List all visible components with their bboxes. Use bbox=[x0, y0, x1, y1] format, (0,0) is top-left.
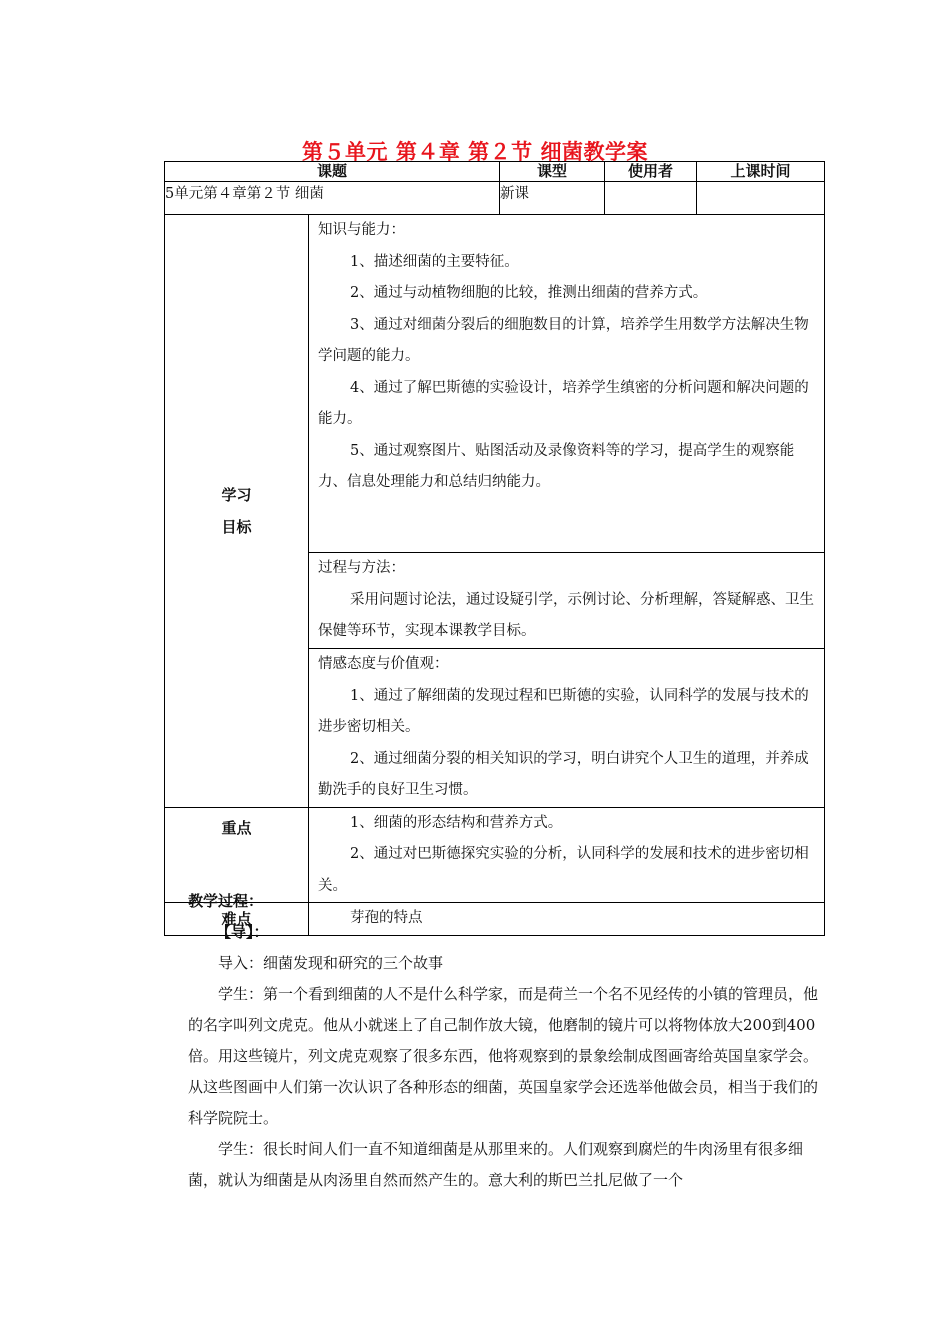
key-point-item: 1、细菌的形态结构和营养方式。 bbox=[350, 814, 563, 831]
intro-line: 导入：细菌发现和研究的三个故事 bbox=[218, 954, 444, 972]
difficulty-text: 芽孢的特点 bbox=[350, 910, 423, 926]
key-point-item: 2、通过对巴斯德探究实验的分析，认同科学的发展和技术的进步密切相关。 bbox=[318, 846, 809, 894]
knowledge-item: 2、通过与动植物细胞的比较，推测出细菌的营养方式。 bbox=[350, 285, 708, 301]
section-heading: 【导】： bbox=[216, 923, 269, 941]
header-time: 上课时间 bbox=[697, 162, 825, 182]
emotion-cell bbox=[309, 649, 825, 808]
objectives-row-knowledge bbox=[165, 215, 825, 553]
process-cell bbox=[309, 553, 825, 649]
header-type: 课型 bbox=[500, 162, 605, 182]
knowledge-item: 3、通过对细菌分裂后的细胞数目的计算，培养学生用数学方法解决生物学问题的能力。 bbox=[318, 316, 809, 364]
emotion-heading: 情感态度与价值观： bbox=[318, 656, 449, 672]
teaching-heading: 教学过程： bbox=[188, 892, 264, 910]
emotion-item: 2、通过细菌分裂的相关知识的学习，明白讲究个人卫生的道理，并养成勤洗手的良好卫生习惯。 bbox=[318, 750, 809, 798]
key-points-label: 重点 bbox=[165, 807, 309, 903]
knowledge-item: 1、描述细菌的主要特征。 bbox=[350, 253, 519, 270]
table-row bbox=[165, 182, 825, 215]
header-topic: 课题 bbox=[165, 162, 500, 182]
table-header-row bbox=[165, 162, 825, 182]
lesson-plan-table bbox=[164, 161, 825, 936]
header-user: 使用者 bbox=[605, 162, 697, 182]
emotion-item: 1、通过了解细菌的发现过程和巴斯德的实验，认同科学的发展与技术的进步密切相关。 bbox=[318, 687, 809, 735]
teaching-process bbox=[188, 886, 828, 1196]
process-text: 采用问题讨论法，通过设疑引学，示例讨论、分析理解，答疑解惑、卫生保健等环节，实现本课教学目标。 bbox=[318, 591, 814, 639]
user-cell bbox=[605, 182, 697, 215]
story-paragraph: 学生：第一个看到细菌的人不是什么科学家，而是荷兰一个名不见经传的小镇的管理员，他的名字叫列文虎克。他从小就迷上了自己制作放大镜，他磨制的镜片可以将物体放大200到400倍。用这些镜片，列文虎克观察了很多东西，他将观察到的景象绘制成图画寄给英国皇家学会。从这些图画中人们第一次认识了各种形态的细菌，英国皇家学会还选举他做会员，相当于我们的科学院院士。 bbox=[188, 985, 819, 1127]
objectives-label bbox=[165, 215, 309, 808]
story-paragraph: 学生：很长时间人们一直不知道细菌是从那里来的。人们观察到腐烂的牛肉汤里有很多细菌，就认为细菌是从肉汤里自然而然产生的。意大利的斯巴兰扎尼做了一个 bbox=[188, 1140, 804, 1189]
knowledge-item: 4、通过了解巴斯德的实验设计，培养学生缜密的分析问题和解决问题的能力。 bbox=[318, 379, 809, 427]
topic-cell: 5单元第４章第２节 细菌 bbox=[165, 182, 500, 215]
type-cell: 新课 bbox=[500, 182, 605, 215]
knowledge-item: 5、通过观察图片、贴图活动及录像资料等的学习，提高学生的观察能力、信息处理能力和总结归纳能力。 bbox=[318, 442, 795, 490]
process-heading: 过程与方法： bbox=[318, 560, 405, 576]
time-cell bbox=[697, 182, 825, 215]
knowledge-heading: 知识与能力： bbox=[318, 222, 405, 238]
page-title: 第５单元 第４章 第２节 细菌教学案 bbox=[302, 140, 648, 164]
knowledge-cell bbox=[309, 215, 825, 553]
objectives-label-line1: 学习 bbox=[221, 485, 252, 504]
objectives-label-line2: 目标 bbox=[221, 517, 252, 536]
difficulty-label: 难点 bbox=[165, 903, 309, 936]
